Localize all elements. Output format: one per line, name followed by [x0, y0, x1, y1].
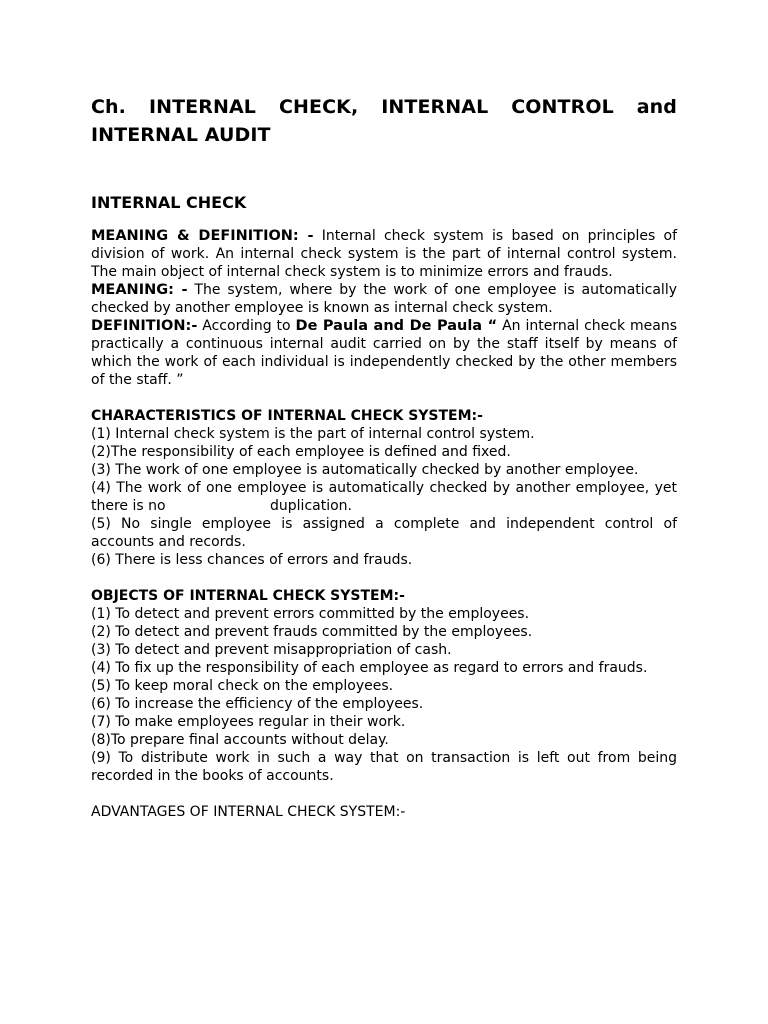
list-item: (3) To detect and prevent misappropriation of cash. — [91, 642, 452, 658]
list-item-tail: duplication. — [270, 498, 352, 514]
characteristics-list — [91, 425, 677, 569]
list-item: (7) To make employees regular in their work. — [91, 714, 406, 730]
list-item: (6) To increase the efficiency of the employees. — [91, 696, 424, 712]
objects-heading: OBJECTS OF INTERNAL CHECK SYSTEM:- — [91, 588, 405, 604]
definition-paragraph — [91, 317, 677, 389]
document-page — [91, 93, 677, 821]
characteristics-heading: CHARACTERISTICS OF INTERNAL CHECK SYSTEM:- — [91, 408, 483, 424]
spacer — [91, 149, 677, 193]
objects-list — [91, 605, 677, 785]
list-item: (9) To distribute work in such a way that on transaction is left out from being recorded in the books of accounts. — [91, 750, 677, 784]
list-item: (1) To detect and prevent errors committed by the employees. — [91, 606, 530, 622]
list-item — [91, 479, 677, 515]
spacer — [91, 213, 677, 227]
definition-intro: According to — [197, 318, 296, 334]
spacer — [91, 389, 677, 407]
definition-authors: De Paula and De Paula “ — [295, 318, 498, 334]
section-heading-internal-check: INTERNAL CHECK — [91, 193, 247, 212]
list-item: (5) No single employee is assigned a complete and independent control of accounts and records. — [91, 516, 677, 550]
list-item: (6) There is less chances of errors and frauds. — [91, 552, 413, 568]
list-item: (3) The work of one employee is automatically checked by another employee. — [91, 462, 639, 478]
document-title: Ch. INTERNAL CHECK, INTERNAL CONTROL and INTERNAL AUDIT — [91, 96, 677, 146]
meaning-definition-label: MEANING & DEFINITION: - — [91, 228, 314, 244]
meaning-paragraph — [91, 281, 677, 317]
list-item: (8)To prepare final accounts without delay. — [91, 732, 389, 748]
list-item: (5) To keep moral check on the employees. — [91, 678, 394, 694]
advantages-heading: ADVANTAGES OF INTERNAL CHECK SYSTEM:- — [91, 804, 406, 820]
list-item: (2) To detect and prevent frauds committed by the employees. — [91, 624, 533, 640]
definition-label: DEFINITION:- — [91, 318, 198, 334]
list-item-text: (4) The work of one employee is automatically checked by another employee, yet there is no — [91, 480, 677, 514]
meaning-text: The system, where by the work of one employee is automatically checked by another employee is known as internal check system. — [91, 282, 677, 316]
definition-text: An internal check means practically a continuous internal audit carried on by the staff itself by means of which the work of each individual is independently checked by the other members of the staff. ” — [91, 318, 678, 388]
list-item: (1) Internal check system is the part of internal control system. — [91, 426, 535, 442]
spacer — [91, 569, 677, 587]
meaning-definition-text: Internal check system is based on principles of division of work. An internal check system is the part of internal control system. The main object of internal check system is to minimize errors and frauds. — [91, 228, 677, 280]
list-item: (2)The responsibility of each employee is defined and fixed. — [91, 444, 511, 460]
spacer — [91, 785, 677, 803]
list-item: (4) To fix up the responsibility of each employee as regard to errors and frauds. — [91, 660, 648, 676]
meaning-label: MEANING: - — [91, 282, 188, 298]
meaning-definition-paragraph — [91, 227, 677, 281]
